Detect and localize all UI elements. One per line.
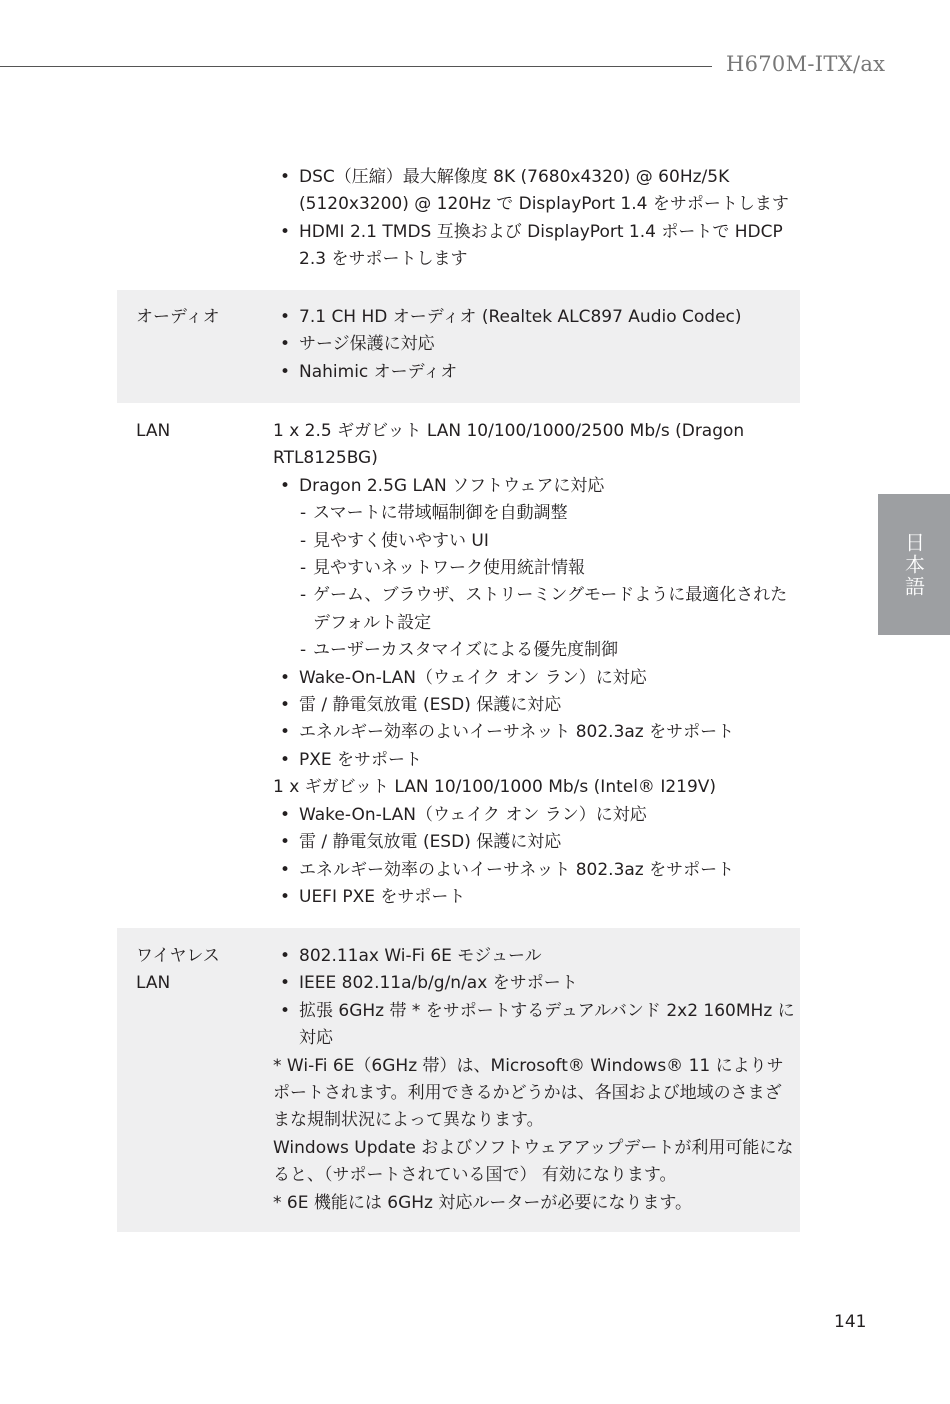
list-item: • 7.1 CH HD オーディオ (Realtek ALC897 Audio Codec) [273,304,796,331]
sub-list-item: - 見やすく使いやすい UI [273,528,796,555]
lan-intro-1: 1 x 2.5 ギガビット LAN 10/100/1000/2500 Mb/s (Dragon RTL8125BG) [273,421,745,469]
page-number: 141 [834,1312,867,1332]
language-tab-label: 日本語 [901,531,926,598]
wireless-note-2: Windows Update およびソフトウェアアップデートが利用可能になると、（サポートされている国で） 有効になります。 [273,1137,794,1186]
list-item: • Nahimic オーディオ [273,359,796,386]
list-item: • Dragon 2.5G LAN ソフトウェアに対応 [273,473,796,500]
sub-list-item: - ユーザーカスタマイズによる優先度制御 [273,637,796,664]
list-item: • PXE をサポート [273,747,796,774]
sub-list-item: - 見やすいネットワーク使用統計情報 [273,555,796,582]
row-label-wireless-line2: LAN [136,973,171,994]
lan-intro-2: 1 x ギガビット LAN 10/100/1000 Mb/s (Intel® I219V) [273,777,717,798]
model-title: H670M-ITX/ax [726,52,886,76]
row-label-wireless-line1: ワイヤレス [136,946,220,966]
header-rule [0,66,712,67]
list-item: • 802.11ax Wi-Fi 6E モジュール [273,943,796,970]
list-item: • UEFI PXE をサポート [273,884,796,911]
list-item: • 雷 / 静電気放電 (ESD) 保護に対応 [273,692,796,719]
list-item: • 拡張 6GHz 帯 * をサポートするデュアルバンド 2x2 160MHz に対応 [273,998,796,1053]
list-item: • Wake-On-LAN（ウェイク オン ラン）に対応 [273,665,796,692]
sub-list-item: - スマートに帯域幅制御を自動調整 [273,500,796,527]
list-item: • サージ保護に対応 [273,331,796,358]
list-item: • IEEE 802.11a/b/g/n/ax をサポート [273,970,796,997]
list-item: • エネルギー効率のよいイーサネット 802.3az をサポート [273,719,796,746]
list-item: • エネルギー効率のよいイーサネット 802.3az をサポート [273,857,796,884]
row-label [117,164,273,290]
row-label-lan: LAN [136,421,171,441]
list-item: • Wake-On-LAN（ウェイク オン ラン）に対応 [273,802,796,829]
sub-list-item: - ゲーム、ブラウザ、ストリーミングモードように最適化されたデフォルト設定 [273,582,796,637]
row-content [273,164,800,290]
wireless-note-3: * 6E 機能には 6GHz 対応ルーターが必要になります。 [273,1192,693,1213]
list-item: • DSC（圧縮）最大解像度 8K (7680x4320) @ 60Hz/5K (5120x3200) @ 120Hz で DisplayPort 1.4 をサポートします [273,164,796,219]
row-content [273,418,800,928]
row-display-continued [117,164,800,290]
row-content [273,304,800,403]
row-content [273,943,800,1232]
row-label-audio: オーディオ [136,307,220,327]
row-lan [117,403,800,928]
row-label-wireless [117,943,273,1232]
list-item: • HDMI 2.1 TMDS 互換および DisplayPort 1.4 ポートで HDCP 2.3 をサポートします [273,219,796,274]
row-audio [117,290,800,403]
row-wireless-lan [117,928,800,1232]
language-tab [878,494,950,635]
spec-table [117,164,800,1232]
wireless-note-1: * Wi-Fi 6E（6GHz 帯）は、Microsoft® Windows® 11 によりサポートされます。利用できるかどうかは、各国および地域のさまざまな規制状況によって異なります。 [273,1055,784,1131]
list-item: • 雷 / 静電気放電 (ESD) 保護に対応 [273,829,796,856]
